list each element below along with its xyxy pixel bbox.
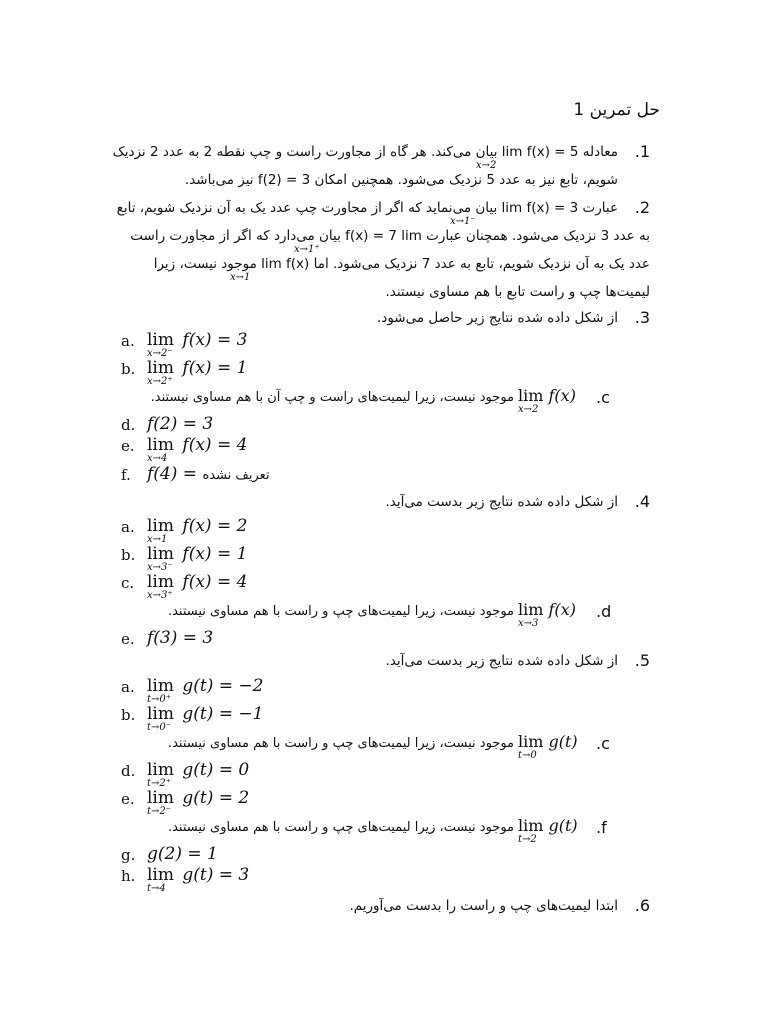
q4d-math: lim f(x) x→3 (518, 600, 576, 629)
q5a-label: a. (121, 678, 135, 696)
q5g-math: g(2) = 1 (147, 844, 218, 864)
q5g-label: g. (121, 846, 136, 864)
q2-line2: به عدد 3 نزدیک می‌شود. همچنان عبارت f(x) = 7 lim بیان می‌دارد که اگر از مجاورت راست (130, 228, 650, 244)
q4a-math: lim x→1 f(x) = 2 (147, 516, 248, 545)
q4e-label: e. (121, 630, 135, 648)
q3-intro: از شکل داده شده نتایج زیر حاصل می‌شود. (377, 310, 618, 326)
q5e-math: lim t→2⁻ g(t) = 2 (147, 788, 250, 817)
q5h-math: lim t→4 g(t) = 3 (147, 865, 250, 894)
q3b-math: lim x→2⁺ f(x) = 1 (147, 358, 248, 387)
q3f-label: f. (121, 466, 131, 484)
q3c-text: موجود نیست، زیرا لیمیت‌های راست و چپ آن با هم مساوی نیستند. (150, 390, 514, 405)
q1-number: .1 (634, 142, 650, 161)
page-title: حل تمرین 1 (573, 100, 660, 120)
q4d-label: .d (596, 602, 612, 621)
q5f-text: موجود نیست، زیرا لیمیت‌های چپ و راست با هم مساوی نیستند. (167, 820, 514, 835)
q5-number: .5 (634, 651, 650, 670)
q6-intro: ابتدا لیمیت‌های چپ و راست را بدست می‌آوریم. (349, 898, 618, 914)
q5f-math: lim g(t) t→2 (518, 816, 578, 845)
q5d-label: d. (121, 762, 136, 780)
q3b-label: b. (121, 360, 136, 378)
q3c-label: .c (596, 388, 610, 407)
q1-line2: شویم، تابع نیز به عدد 5 نزدیک می‌شود. همچنین امکان f(2) = 3 نیز می‌باشد. (184, 172, 618, 188)
q5-intro: از شکل داده شده نتایج زیر بدست می‌آید. (385, 653, 618, 669)
q3d-math: f(2) = 3 (147, 414, 214, 434)
q3e-label: e. (121, 437, 135, 455)
q2-number: .2 (634, 198, 650, 217)
q4-number: .4 (634, 492, 650, 511)
q3d-label: d. (121, 416, 136, 434)
q2-line4: لیمیت‌ها چپ و راست تابع با هم مساوی نیستند. (385, 284, 650, 300)
q4b-math: lim x→3⁻ f(x) = 1 (147, 544, 248, 573)
q5d-math: lim t→2⁺ g(t) = 0 (147, 760, 250, 789)
q4-intro: از شکل داده شده نتایج زیر بدست می‌آید. (385, 494, 618, 510)
q6-number: .6 (634, 896, 650, 915)
q5e-label: e. (121, 790, 135, 808)
q5c-label: .c (596, 734, 610, 753)
q1-line1: معادله 5 = lim f(x) بیان می‌کند. هر گاه از مجاورت راست و چپ نقطه 2 به عدد 2 نزدیک (112, 144, 618, 160)
q4c-label: c. (121, 574, 135, 592)
q4c-math: lim x→3⁺ f(x) = 4 (147, 572, 248, 601)
q4b-label: b. (121, 546, 136, 564)
q4e-math: f(3) = 3 (147, 628, 214, 648)
q5f-label: .f (596, 818, 607, 837)
q4a-label: a. (121, 518, 135, 536)
q3a-math: lim x→2⁻ f(x) = 3 (147, 330, 248, 359)
q4d-text: موجود نیست، زیرا لیمیت‌های چپ و راست با هم مساوی نیستند. (167, 604, 514, 619)
q3-number: .3 (634, 308, 650, 327)
document-page: حل تمرین 1 .1 معادله 5 = lim f(x) بیان می‌کند. هر گاه از مجاورت راست و چپ نقطه 2 به عدد 2 نزدیک x→2 شویم، تابع نیز به عدد 5 نزدیک می‌شود. همچنین امکان f(2) = 3 نیز می‌باشد. .2 عبارت 3 = lim f(x) بیان می‌نماید که اگر از مجاورت چپ عدد یک به آن نزدیک شویم، تابع x→1⁻ به عدد 3 نزدیک می‌شود. همچنان عبارت f(x) = 7 lim بیان می‌دارد که اگر از مجاورت راست x→1⁺ عدد یک به آن نزدیک شویم، تابع به عدد 7 نزدیک می‌شود. اما lim f(x) موجود نیست، زیرا x→1 لیمیت‌ها چپ و راست تابع با هم مساوی نیستند. .3 از شکل داده شده نتایج زیر حاصل می‌شود. a. lim x→2⁻ f(x) = 3 b. lim x→2⁺ f(x) = 1 .c موجود نیست، زیرا لیمیت‌های راست و چپ آن با هم مساوی نیستند. lim f(x) x→2 d. f(2) = 3 e. lim x→4 f(x) = 4 f. f(4) = تعریف نشده .4 از شکل داده شده نتایج زیر بدست می‌آید. a. lim x→1 f(x) = 2 b. lim x→3⁻ f(x) = 1 c. lim x→3⁺ f(x) = 4 .d موجود نیست، زیرا لیمیت‌های چپ و راست با هم مساوی نیستند. lim f(x) x→3 e. f(3) = 3 .5 از شکل داده شده نتایج زیر بدست می‌آید. a. lim t→0⁺ g(t) = −2 b. lim t→0⁻ g(t) = −1 .c موجود نیست، زیرا لیمیت‌های چپ و راست با هم مساوی نیستند. lim g(t) t→0 d. lim t→2⁺ g(t) = 0 e. lim t→2⁻ g(t) = 2 .f موجود نیست، زیرا لیمیت‌های چپ و راست با هم مساوی نیستند. lim g(t) t→2 g. g(2) = 1 h. lim t→4 g(t) = 3 .6 ابتدا لیمیت‌های چپ و راست را بدست می‌آوریم. (112, 100, 660, 915)
q5c-math: lim g(t) t→0 (518, 732, 578, 761)
q3c-math: lim f(x) x→2 (518, 386, 576, 415)
q3a-label: a. (121, 332, 135, 350)
q5b-math: lim t→0⁻ g(t) = −1 (147, 704, 264, 733)
q5b-label: b. (121, 706, 136, 724)
q2-line1: عبارت 3 = lim f(x) بیان می‌نماید که اگر از مجاورت چپ عدد یک به آن نزدیک شویم، تابع (116, 200, 618, 216)
q5h-label: h. (121, 867, 136, 885)
q3e-math: lim x→4 f(x) = 4 (147, 435, 248, 464)
q3f-math: f(4) = تعریف نشده (147, 464, 270, 484)
q5c-text: موجود نیست، زیرا لیمیت‌های چپ و راست با هم مساوی نیستند. (167, 736, 514, 751)
q2-line3: عدد یک به آن نزدیک شویم، تابع به عدد 7 نزدیک می‌شود. اما lim f(x) موجود نیست، زیرا (153, 256, 650, 272)
q5a-math: lim t→0⁺ g(t) = −2 (147, 676, 264, 705)
